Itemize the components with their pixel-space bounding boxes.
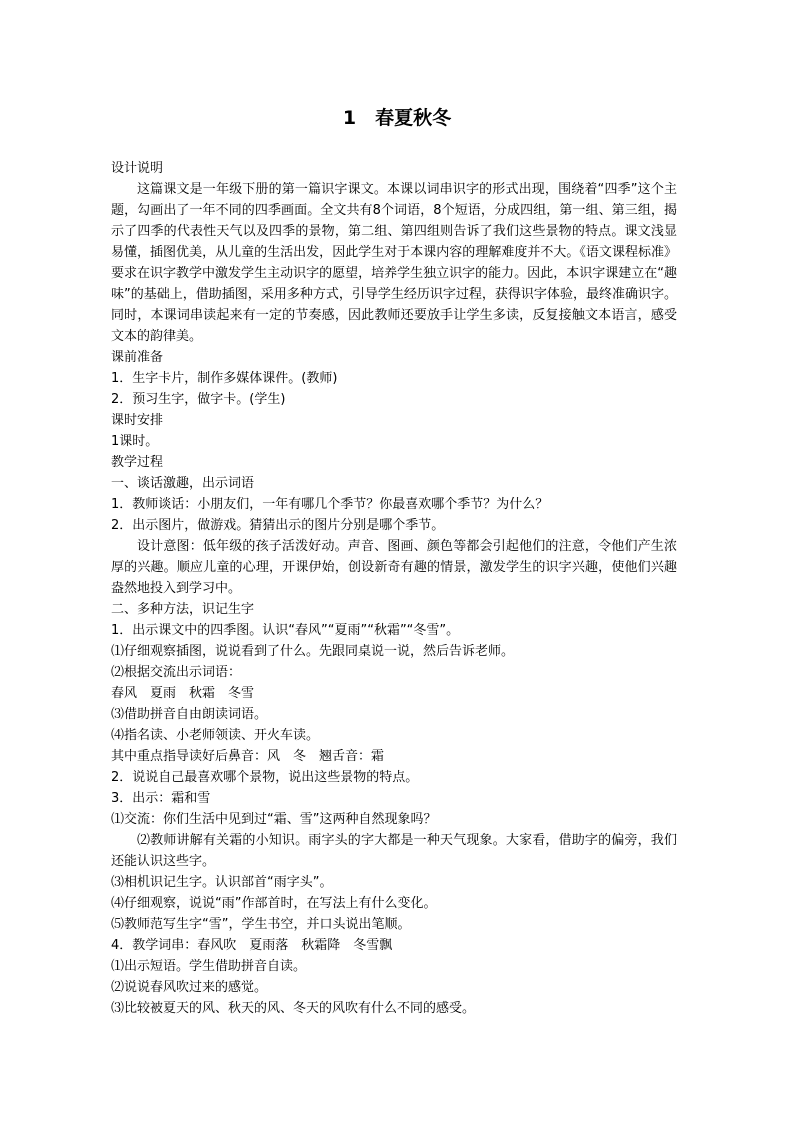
list-item: ⑴仔细观察插图，说说看到了什么。先跟同桌说一说，然后告诉老师。 [111,644,515,659]
list-item: 2．说说自己最喜欢哪个景物，说出这些景物的特点。 [111,770,419,785]
list-item-preparation-1: 1．生字卡片，制作多媒体课件。(教师) [111,371,338,386]
list-item: 4．教学词串：春风吹 夏雨落 秋霜降 冬雪飘 [111,938,393,953]
list-item: ⑸教师范写生字“雪”，学生书空，并口头说出笔顺。 [111,917,411,932]
section-heading-preparation: 课前准备 [111,350,164,365]
list-item: ⑶借助拼音自由朗读词语。 [111,707,268,722]
lesson-body [111,158,677,1019]
list-item: ⑴交流：你们生活中见到过“霜、雪”这两种自然现象吗？ [111,812,437,827]
section-heading-schedule: 课时安排 [111,413,164,428]
list-item: 其中重点指导读好后鼻音：风 冬 翘舌音：霜 [111,749,385,764]
list-item: 2．出示图片，做游戏。猜猜出示的图片分别是哪个季节。 [111,518,445,533]
list-item: 3．出示：霜和雪 [111,791,211,806]
list-item: ⑷仔细观察，说说“雨”作部首时，在写法上有什么变化。 [111,896,437,911]
list-item: ⑵说说春风吹过来的感觉。 [111,980,268,995]
paragraph-design-notes: 这篇课文是一年级下册的第一篇识字课文。本课以词串识字的形式出现，围绕着“四季”这个主题，勾画出了一年不同的四季画面。全文共有8个词语，8个短语，分成四组，第一组、第三组，揭示了四季的代表性天气以及四季的景物，第二组、第四组则告诉了我们这些景物的特点。课文浅显易懂，插图优美，从儿童的生活出发，因此学生对于本课内容的理解难度并不大。《语文课程标准》要求在识字教学中激发学生主动识字的愿望，培养学生独立识字的能力。因此，本识字课建立在“趣味”的基础上，借助插图，采用多种方式，引导学生经历识字过程，获得识字体验，最终准确识字。同时，本课词串读起来有一定的节奏感，因此教师还要放手让学生多读，反复接触文本语言，感受文本的韵律美。 [111,182,677,344]
list-item-preparation-2: 2．预习生字，做字卡。(学生) [111,392,286,407]
list-item: ⑴出示短语。学生借助拼音自读。 [111,959,307,974]
section-heading-design-notes: 设计说明 [111,161,164,176]
list-item: 1．教师谈话：小朋友们，一年有哪几个季节？你最喜欢哪个季节？为什么？ [111,497,549,512]
paragraph-schedule: 1课时。 [111,434,159,449]
lesson-title: 1 春夏秋冬 [342,107,452,129]
subheading-part-2: 二、多种方法，识记生字 [111,602,255,617]
list-item: ⑵根据交流出示词语： [111,665,242,680]
list-item: ⑶相机识记生字。认识部首“雨字头”。 [111,875,333,890]
list-item: ⑷指名读、小老师领读、开火车读。 [111,728,320,743]
paragraph-design-intent: 设计意图：低年级的孩子活泼好动。声音、图画、颜色等都会引起他们的注意，令他们产生浓厚的兴趣。顺应儿童的心理，开课伊始，创设新奇有趣的情景，激发学生的识字兴趣，使他们兴趣盎然地投入到学习中。 [111,539,677,596]
list-item: ⑶比较被夏天的风、秋天的风、冬天的风吹有什么不同的感受。 [111,1001,476,1016]
subheading-part-1: 一、谈话激趣，出示词语 [111,476,255,491]
word-list: 春风 夏雨 秋霜 冬雪 [111,686,255,701]
list-item: ⑵教师讲解有关霜的小知识。雨字头的字大都是一种天气现象。大家看，借助字的偏旁，我们还能认识这些字。 [111,833,677,869]
list-item: 1．出示课文中的四季图。认识“春风”“夏雨”“秋霜”“冬雪”。 [111,623,460,638]
section-heading-process: 教学过程 [111,455,164,470]
